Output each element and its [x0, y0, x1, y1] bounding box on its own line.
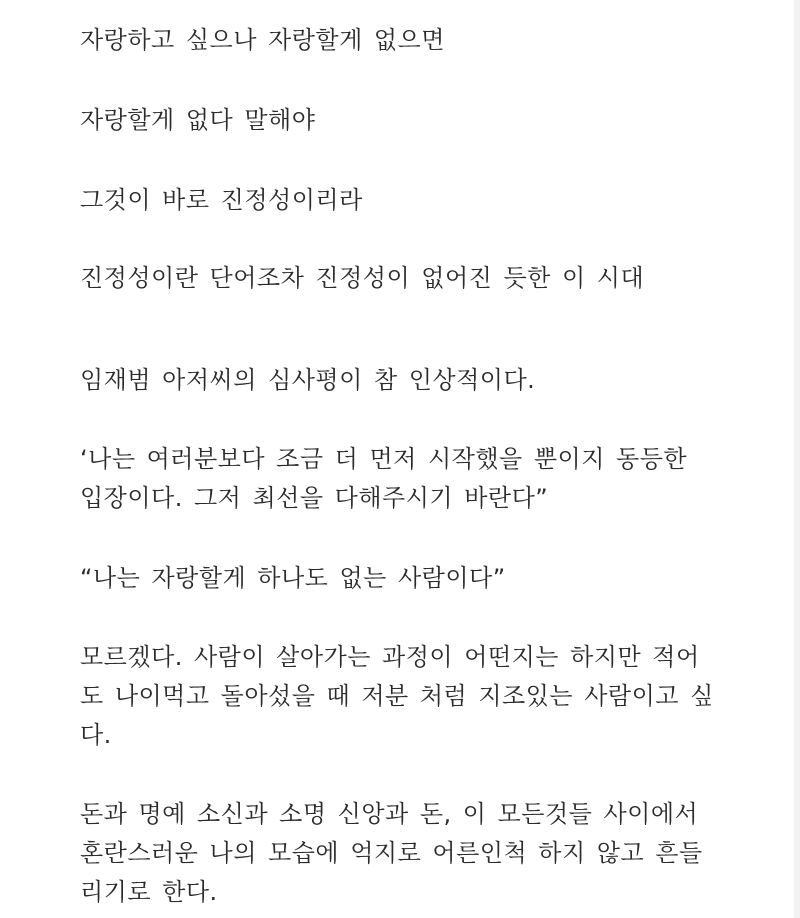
paragraph-4-line-1: 진정성이란 단어조차 진정성이 없어진 듯한 이 시대 — [80, 264, 645, 292]
paragraph-5-line-1: 임재범 아저씨의 심사평이 참 인상적이다. — [80, 366, 536, 394]
paragraph-9-line-3: 리기로 한다. — [80, 878, 218, 906]
paragraph-7-line-1: “나는 자랑할게 하나도 없는 사람이다” — [80, 564, 506, 592]
paragraph-8-line-2: 도 나이먹고 돌아섰을 때 저분 처럼 지조있는 사람이고 싶 — [80, 682, 714, 710]
paragraph-1-line-1: 자랑하고 싶으나 자랑할게 없으면 — [80, 26, 445, 54]
paragraph-3-line-1: 그것이 바로 진정성이리라 — [80, 186, 363, 214]
paragraph-8-line-1: 모르겠다. 사람이 살아가는 과정이 어떤지는 하지만 적어 — [80, 643, 700, 671]
paragraph-9-line-2: 혼란스러운 나의 모습에 억지로 어른인척 하지 않고 흔들 — [80, 839, 703, 867]
paragraph-6-line-2: 입장이다. 그저 최선을 다해주시기 바란다” — [80, 484, 549, 512]
paragraph-9-line-1: 돈과 명예 소신과 소명 신앙과 돈, 이 모든것들 사이에서 — [80, 800, 699, 828]
paragraph-2-line-1: 자랑할게 없다 말해야 — [80, 106, 316, 134]
page-edge — [794, 0, 800, 918]
paragraph-6-line-1: ‘나는 여러분보다 조금 더 먼저 시작했을 뿐이지 동등한 — [80, 445, 688, 473]
paragraph-8-line-3: 다. — [80, 721, 112, 749]
